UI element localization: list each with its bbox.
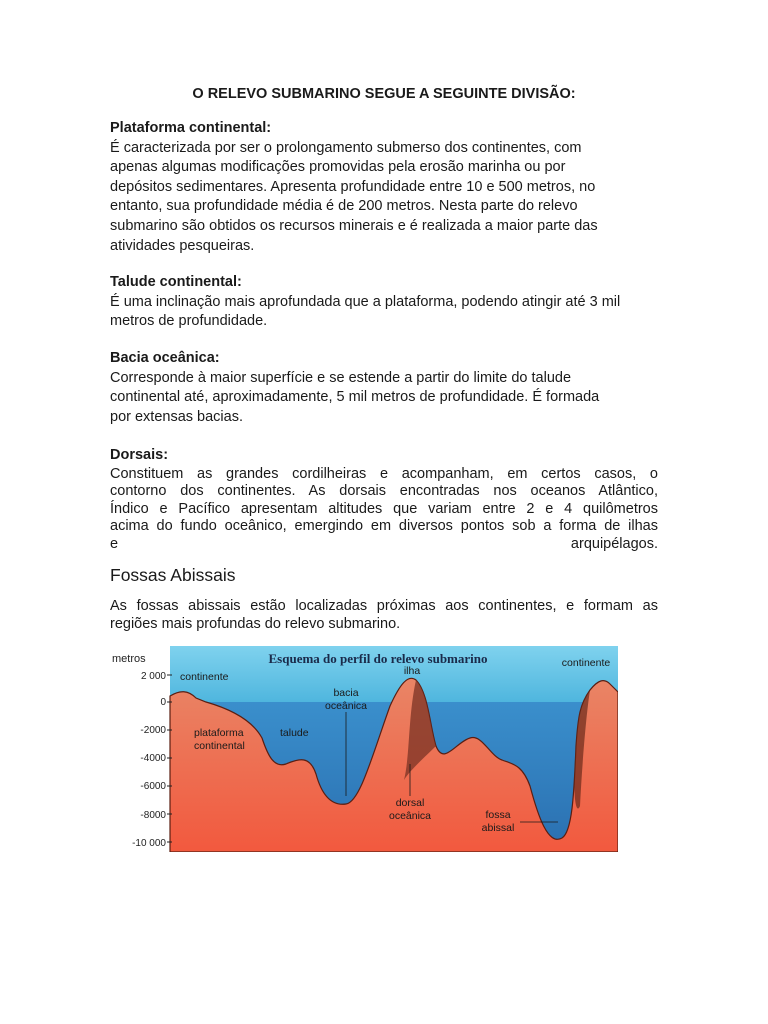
paragraph-line: submarino são obtidos os recursos minerais e é realizada a maior parte das xyxy=(110,217,598,234)
section-dorsais xyxy=(110,446,658,553)
relief-profile-figure xyxy=(110,646,618,852)
paragraph-line: apenas algumas modificações promovidas pela erosão marinha ou por xyxy=(110,159,566,176)
label-talude: talude xyxy=(280,727,309,739)
paragraph-line: continental até, aproximadamente, 5 mil metros de profundidade. É formada xyxy=(110,389,600,406)
label-plataforma: continental xyxy=(194,740,245,752)
section-plataforma xyxy=(110,119,658,256)
tick-label: -8000 xyxy=(140,810,166,821)
section-heading: Bacia oceânica: xyxy=(110,350,220,366)
fossas-heading: Fossas Abissais xyxy=(110,565,236,585)
label-dorsal: dorsal xyxy=(395,797,425,809)
tick-label: 0 xyxy=(160,697,166,708)
label-continente-right: continente xyxy=(561,657,611,669)
tick-label: -2000 xyxy=(140,725,166,736)
paragraph-line: É caracterizada por ser o prolongamento submerso dos continentes, com xyxy=(110,139,582,156)
label-bacia: bacia xyxy=(333,687,359,699)
paragraph-line: regiões mais profundas do relevo submarino. xyxy=(110,615,401,632)
label-plataforma: plataforma xyxy=(194,727,244,739)
paragraph-line: depósitos sedimentares. Apresenta profundidade entre 10 e 500 metros, no xyxy=(110,178,596,195)
paragraph-line: entanto, sua profundidade média é de 200 metros. Nesta parte do relevo xyxy=(110,198,578,215)
paragraph-line: contorno dos continentes. As dorsais encontradas nos oceanos Atlântico, xyxy=(110,483,658,500)
paragraph-line: Corresponde à maior superfície e se estende a partir do limite do talude xyxy=(110,369,572,386)
axis-unit-label: metros xyxy=(112,653,146,665)
paragraph-line: Constituem as grandes cordilheiras e acompanham, em certos casos, o xyxy=(110,465,658,482)
label-ilha: ilha xyxy=(403,665,421,677)
paragraph-line: e arquipélagos. xyxy=(110,535,658,552)
paragraph-line: É uma inclinação mais aprofundada que a plataforma, podendo atingir até 3 mil xyxy=(110,293,621,310)
paragraph-line: As fossas abissais estão localizadas próximas aos continentes, e formam as xyxy=(110,598,658,614)
tick-label: -10 000 xyxy=(132,838,166,849)
paragraph-line: Índico e Pacífico apresentam altitudes que variam entre 2 e 4 quilômetros xyxy=(110,500,658,517)
paragraph-line: atividades pesqueiras. xyxy=(110,237,255,254)
label-continente-left: continente xyxy=(180,671,229,683)
depth-axis xyxy=(112,653,172,849)
section-heading: Dorsais: xyxy=(110,447,169,463)
label-fossa: fossa xyxy=(485,809,511,821)
paragraph-line: acima do fundo oceânico, emergindo em diversos pontos sob a forma de ilhas xyxy=(110,518,658,535)
section-heading: Talude continental: xyxy=(110,274,242,290)
section-bacia xyxy=(110,349,658,427)
section-heading: Plataforma continental: xyxy=(110,120,272,136)
figure-title: Esquema do perfil do relevo submarino xyxy=(268,651,488,666)
tick-label: -6000 xyxy=(140,781,166,792)
label-dorsal: oceânica xyxy=(388,810,432,822)
section-fossas xyxy=(110,598,658,633)
tick-label: 2 000 xyxy=(140,671,166,682)
tick-label: -4000 xyxy=(140,753,166,764)
label-bacia: oceânica xyxy=(324,700,368,712)
page-title: O RELEVO SUBMARINO SEGUE A SEGUINTE DIVISÃO: xyxy=(192,86,576,102)
paragraph-line: metros de profundidade. xyxy=(110,313,268,330)
label-fossa: abissal xyxy=(481,822,515,834)
paragraph-line: por extensas bacias. xyxy=(110,408,243,425)
section-talude xyxy=(110,273,658,332)
